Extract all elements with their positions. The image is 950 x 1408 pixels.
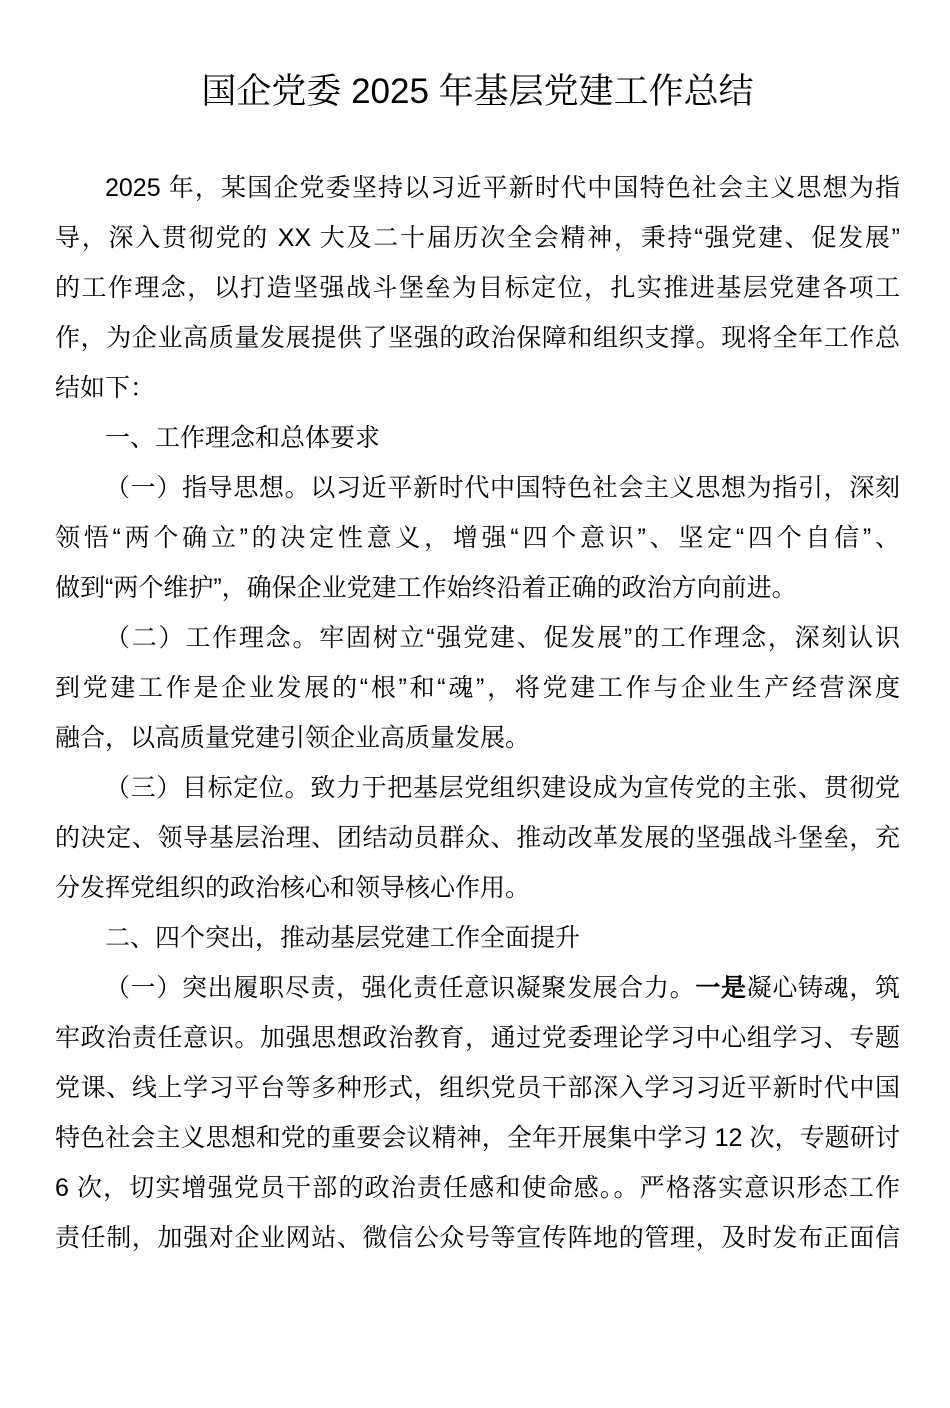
text-line: 导，深入贯彻党的 XX 大及二十届历次全会精神，秉持“强党建、促发展”	[55, 224, 900, 252]
text-line: 到党建工作是企业发展的“根”和“魂”，将党建工作与企业生产经营深度	[55, 674, 900, 702]
document-page	[0, 64, 950, 1263]
paragraph-1-1-guiding-thought	[55, 463, 900, 613]
text-line: （二）工作理念。牢固树立“强党建、促发展”的工作理念，深刻认识	[105, 624, 900, 652]
document-title: 国企党委 2025 年基层党建工作总结	[201, 72, 754, 111]
text-line: 领悟“两个确立”的决定性意义，增强“四个意识”、坚定“四个自信”、	[55, 524, 900, 552]
paragraph-intro	[55, 163, 900, 413]
text-line: 结如下：	[55, 374, 156, 402]
text-line: （一）指导思想。以习近平新时代中国特色社会主义思想为指引，深刻	[105, 474, 900, 502]
text-segment: 凝心铸魂，筑	[746, 974, 900, 1002]
paragraph-1-2-work-concept	[55, 613, 900, 763]
paragraph-1-3-goal-position	[55, 763, 900, 913]
text-line: 作，为企业高质量发展提供了坚强的政治保障和组织支撑。现将全年工作总	[55, 324, 900, 352]
text-line: 党课、线上学习平台等多种形式，组织党员干部深入学习习近平新时代中国	[55, 1074, 900, 1102]
text-line: 的工作理念，以打造坚强战斗堡垒为目标定位，扎实推进基层党建各项工	[55, 274, 900, 302]
text-segment: （一）突出履职尽责，强化责任意识凝聚发展合力。	[105, 974, 696, 1002]
text-line: 做到“两个维护”，确保企业党建工作始终沿着正确的政治方向前进。	[55, 574, 797, 602]
heading-line: 二、四个突出，推动基层党建工作全面提升	[105, 924, 581, 952]
text-line: 分发挥党组织的政治核心和领导核心作用。	[55, 874, 531, 902]
text-line: 6 次，切实增强党员干部的政治责任感和使命感。。严格落实意识形态工作	[55, 1174, 900, 1202]
text-line: （三）目标定位。致力于把基层党组织建设成为宣传党的主张、贯彻党	[105, 774, 900, 802]
text-line	[55, 963, 900, 1013]
section-heading-2	[55, 913, 900, 963]
text-line: 牢政治责任意识。加强思想政治教育，通过党委理论学习中心组学习、专题	[55, 1024, 900, 1052]
paragraph-2-1-duty-fulfillment	[55, 963, 900, 1263]
text-line: 特色社会主义思想和党的重要会议精神，全年开展集中学习 12 次，专题研讨	[55, 1124, 900, 1152]
text-line: 的决定、领导基层治理、团结动员群众、推动改革发展的坚强战斗堡垒，充	[55, 824, 900, 852]
text-line: 责任制，加强对企业网站、微信公众号等宣传阵地的管理，及时发布正面信	[55, 1224, 900, 1252]
text-segment-bold: 一是	[695, 974, 747, 1002]
heading-line: 一、工作理念和总体要求	[105, 424, 381, 452]
text-line: 融合，以高质量党建引领企业高质量发展。	[55, 724, 531, 752]
section-heading-1	[55, 413, 900, 463]
text-line: 2025 年，某国企党委坚持以习近平新时代中国特色社会主义思想为指	[105, 174, 900, 202]
document-body	[55, 163, 900, 1263]
